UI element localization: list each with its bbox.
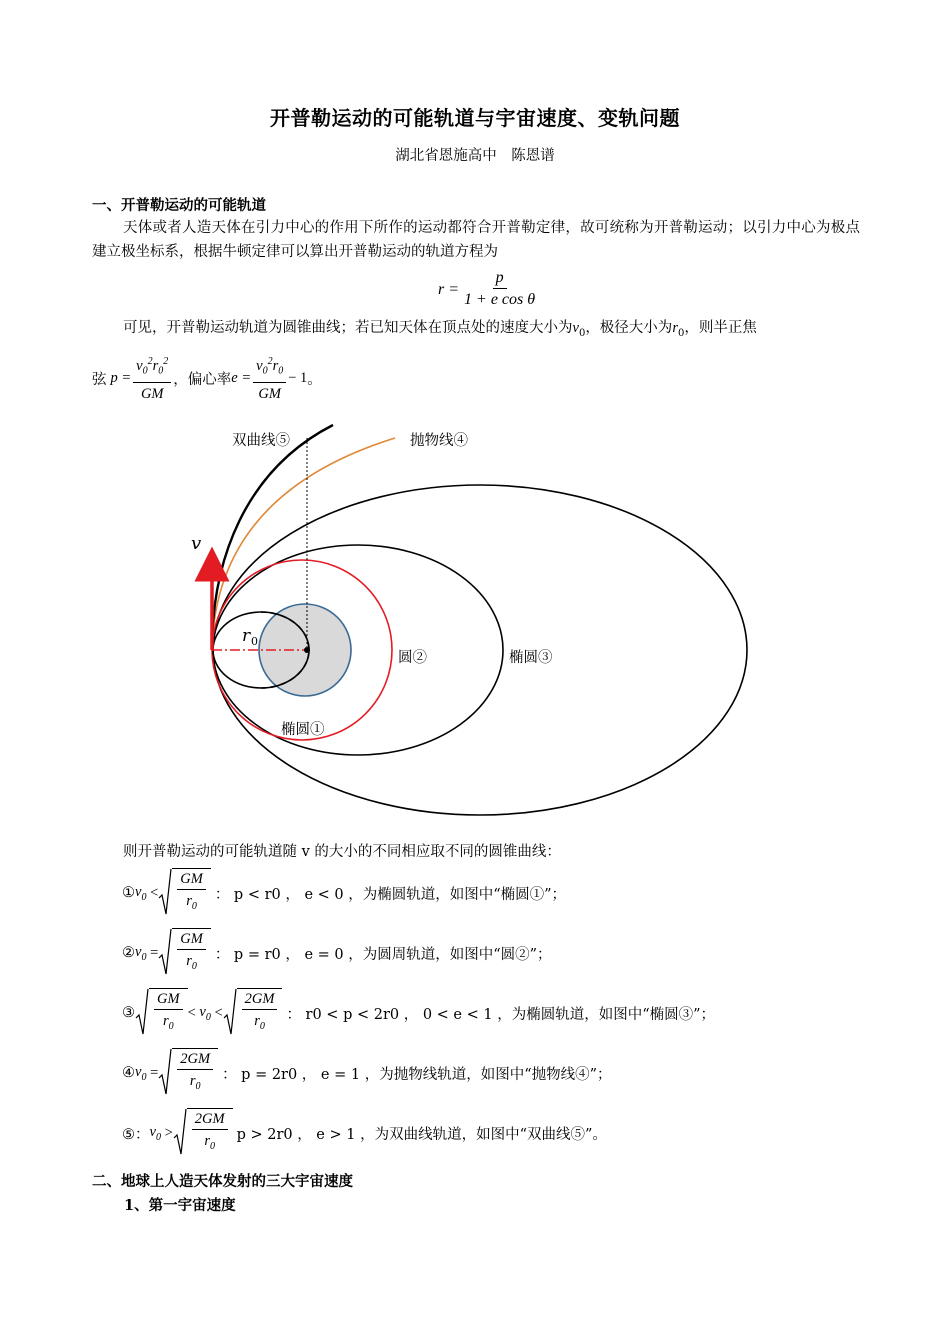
section2-subheading-1: 1、第一宇宙速度 bbox=[124, 1197, 236, 1214]
author-line: 湖北省恩施高中 陈恩谱 bbox=[395, 148, 555, 164]
label-r0: r bbox=[242, 626, 251, 646]
section2-heading: 二、地球上人造天体发射的三大宇宙速度 bbox=[92, 1173, 353, 1190]
equation-denominator: 1 + e cos θ bbox=[464, 291, 536, 308]
equation-lhs: r = bbox=[438, 280, 460, 298]
label-ellipse-3: 椭圆③ bbox=[509, 650, 553, 666]
label-velocity: v bbox=[191, 533, 202, 554]
equation-numerator: p bbox=[493, 268, 507, 289]
focus-point bbox=[304, 647, 310, 653]
page-title: 开普勒运动的可能轨道与宇宙速度、变轨问题 bbox=[270, 106, 680, 130]
p-formula-lhs: p = bbox=[110, 369, 132, 386]
section1-paragraph-3: 弦 p = $\frac{v_0^2r_0^2}{GM}$ ，偏心率 e = $\frac{v_0^2r_0}{GM}$ − 1 。 bbox=[92, 352, 322, 405]
list-intro: 则开普勒运动的可能轨道随 v 的大小的不同相应取不同的圆锥曲线： bbox=[123, 844, 561, 860]
condition-3: ③ $\frac{GM}{r_0}$ < $v_0$ < $\frac{2GM}{r_0}$ ： r0 < p < 2r0 ， 0 < e < 1 ，为椭圆轨道，如图中“椭圆③”； bbox=[122, 986, 719, 1040]
e-formula: $\frac{v_0^2r_0}{GM}$ bbox=[253, 352, 286, 405]
label-hyperbola: 双曲线⑤ bbox=[232, 433, 290, 449]
sqrt-gm-r0: $\frac{GM}{r_0}$ bbox=[158, 868, 211, 918]
section1-paragraph-1: 天体或者人造天体在引力中心的作用下所作的运动都符合开普勒定律，故可统称为开普勒运动；以引力中心为极点建立极坐标系，根据牛顿定律可以算出开普勒运动的轨道方程为 bbox=[92, 220, 860, 260]
label-r0-subscript: 0 bbox=[251, 635, 258, 648]
section1-heading: 一、开普勒运动的可能轨道 bbox=[92, 197, 266, 214]
condition-2: ② $v_0$ = $\frac{GM}{r_0}$ ： p = r0 ， e = 0 ，为圆周轨道，如图中“圆②”； bbox=[122, 926, 556, 980]
label-circle: 圆② bbox=[398, 650, 427, 666]
condition-1: ① $v_0$ < $\frac{GM}{r_0}$ ： p < r0 ， e < 0 ，为椭圆轨道，如图中“椭圆①”； bbox=[122, 866, 570, 920]
condition-4: ④ $v_0$ = $\frac{2GM}{r_0}$ ： p = 2r0 ， e = 1 ，为抛物线轨道，如图中“抛物线④”； bbox=[122, 1046, 616, 1100]
condition-5: ⑤： $v_0$ > $\frac{2GM}{r_0}$ p > 2r0 ， e > 1 ，为双曲线轨道，如图中“双曲线⑤”。 bbox=[122, 1106, 611, 1160]
section1-paragraph-2: 可见，开普勒运动轨道为圆锥曲线；若已知天体在顶点处的速度大小为$v_0$，极径大小为$r_0$，则半正焦 bbox=[123, 320, 757, 339]
p-formula: $\frac{v_0^2r_0^2}{GM}$ bbox=[133, 352, 171, 405]
e-formula-lhs: e = bbox=[231, 369, 252, 386]
label-ellipse-1: 椭圆① bbox=[281, 722, 325, 738]
label-parabola: 抛物线④ bbox=[410, 433, 468, 449]
